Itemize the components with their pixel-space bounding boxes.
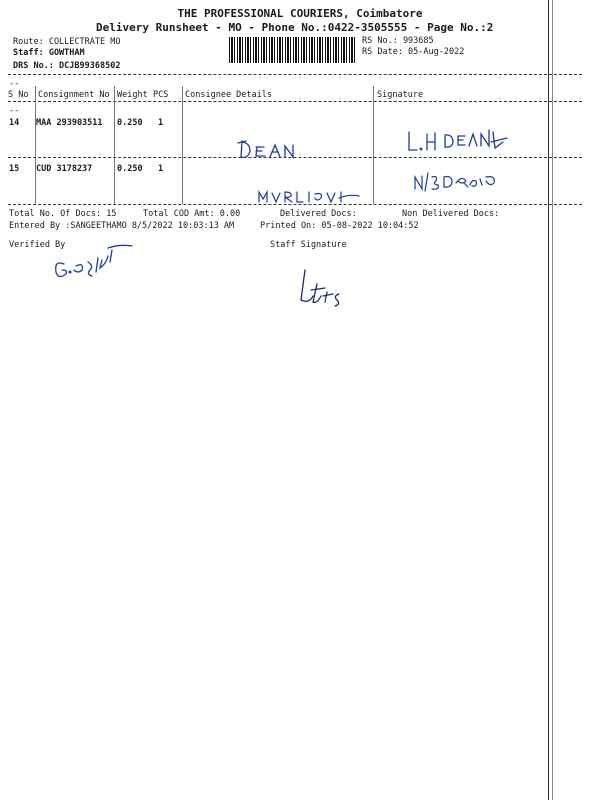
entered-by: Entered By :SANGEETHAMO 8/5/2022 10:03:13 AM	[9, 221, 235, 231]
verified-by-signature	[48, 242, 138, 287]
column-separator	[35, 86, 36, 204]
row-14-signature-handwriting	[403, 120, 513, 160]
rs-date: RS Date: 05-Aug-2022	[362, 47, 465, 57]
row-14-pcs: 1	[158, 118, 164, 128]
col-consignee: Consignee Details	[185, 90, 272, 100]
row-15-consignment: CUD 3178237	[36, 164, 93, 174]
drs-number: DRS No.: DCJB99368502	[13, 61, 121, 71]
delivered-docs: Delivered Docs:	[280, 209, 357, 219]
total-docs: Total No. Of Docs: 15	[9, 209, 117, 219]
divider	[8, 74, 582, 75]
row-15-sno: 15	[9, 164, 20, 174]
row-14-consignee-handwriting	[230, 133, 320, 165]
row-14-weight: 0.250	[117, 118, 143, 128]
column-separator	[182, 86, 183, 204]
company-title: THE PROFESSIONAL COURIERS, Coimbatore	[177, 7, 423, 20]
table-header-divider	[8, 101, 582, 102]
row-15-signature-handwriting	[412, 165, 507, 195]
staff-label: Staff: GOWTHAM	[13, 48, 85, 58]
route-label: Route: COLLECTRATE MO	[13, 37, 121, 47]
col-sno: S No	[8, 90, 29, 100]
staff-signature-label: Staff Signature	[270, 240, 347, 250]
page-edge-line	[548, 0, 549, 800]
page-edge-line	[552, 0, 553, 800]
row-15-consignee-handwriting	[255, 184, 365, 206]
row-15-weight: 0.250	[117, 164, 143, 174]
barcode	[229, 37, 357, 63]
printed-on: Printed On: 05-08-2022 10:04:52	[260, 221, 419, 231]
non-delivered-docs: Non Delivered Docs:	[402, 209, 500, 219]
total-cod: Total COD Amt: 0.00	[143, 209, 241, 219]
col-weight: Weight	[117, 90, 148, 100]
col-signature: Signature	[377, 90, 424, 100]
row-15-pcs: 1	[158, 164, 164, 174]
row-14-sno: 14	[9, 118, 20, 128]
verified-by-label: Verified By	[9, 240, 66, 250]
column-separator	[114, 86, 115, 204]
staff-signature	[295, 266, 355, 314]
column-separator	[373, 86, 374, 204]
col-pcs: PCS	[153, 90, 169, 100]
runsheet-subtitle: Delivery Runsheet - MO - Phone No.:0422-3505555 - Page No.:2	[96, 21, 494, 34]
col-consignment: Consignment No	[38, 90, 110, 100]
divider-mark: --	[9, 79, 20, 89]
rs-number: RS No.: 993685	[362, 36, 434, 46]
row-14-consignment: MAA 293903511	[36, 118, 103, 128]
row-mark: --	[9, 106, 20, 116]
